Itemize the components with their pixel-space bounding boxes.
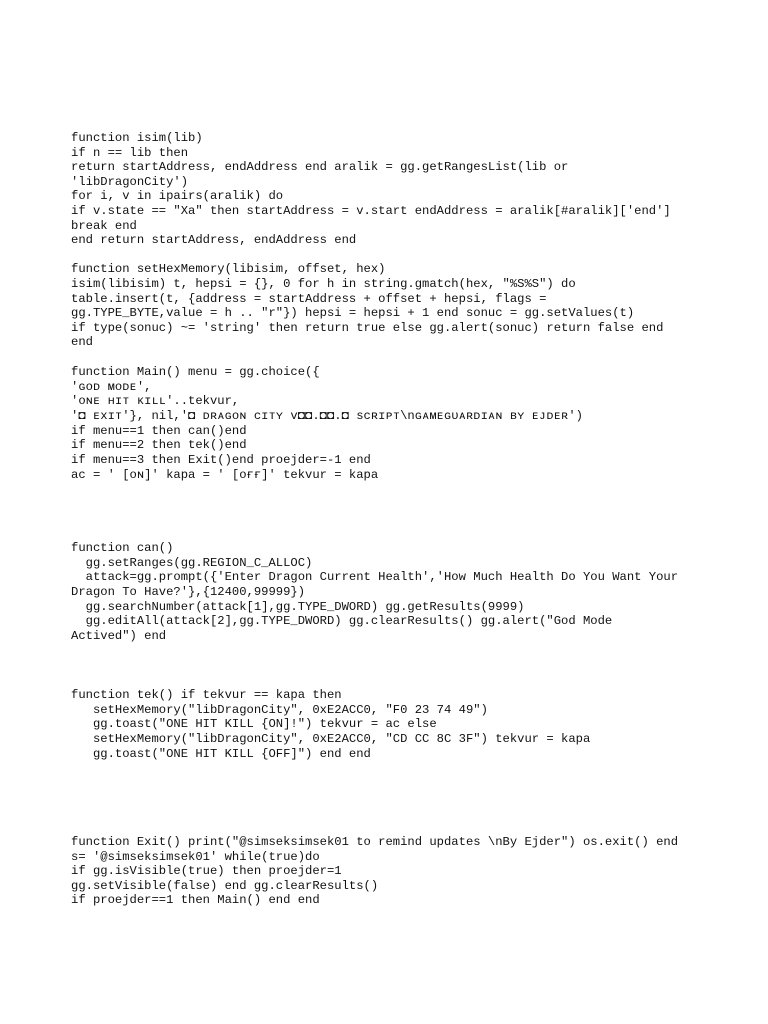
code-line: end: [71, 335, 93, 349]
code-line: gg.editAll(attack[2],gg.TYPE_DWORD) gg.clearResults() gg.alert("God Mode: [71, 614, 613, 628]
code-line: attack=gg.prompt({'Enter Dragon Current Health','How Much Health Do You Want Your: [71, 570, 679, 584]
code-line: return startAddress, endAddress end aralik = gg.getRangesList(lib or: [71, 160, 569, 174]
code-line: function isim(lib): [71, 131, 203, 145]
code-line: 'ᴏɴᴇ ʜɪᴛ ᴋɪʟʟ'..tekvur,: [71, 394, 240, 408]
code-line: '◘ ᴇxɪᴛ'}, nil,'◘ ᴅʀᴀɢᴏɴ ᴄɪᴛʏ ᴠ◘◘.◘◘.◘ sᴄʀɪᴘᴛ\nɢᴀᴍᴇɢᴜᴀʀᴅɪᴀɴ ʙʏ ᴇᴊᴅᴇʀ'): [71, 409, 583, 423]
code-line: function can(): [71, 541, 174, 555]
code-line: break end: [71, 219, 137, 233]
code-line: Dragon To Have?'},{12400,99999}): [71, 585, 306, 599]
code-line: gg.toast("ONE HIT KILL {ON]!") tekvur = ac else: [71, 717, 437, 731]
code-line: if n == lib then: [71, 146, 189, 160]
code-line: function setHexMemory(libisim, offset, hex): [71, 262, 386, 276]
code-line: gg.toast("ONE HIT KILL {OFF]") end end: [71, 747, 371, 761]
code-line: 'ɢᴏᴅ ᴍᴏᴅᴇ',: [71, 380, 152, 394]
code-line: table.insert(t, {address = startAddress + offset + hepsi, flags =: [71, 292, 547, 306]
code-line: if type(sonuc) ~= 'string' then return true else gg.alert(sonuc) return false end: [71, 321, 664, 335]
code-line: gg.setRanges(gg.REGION_C_ALLOC): [71, 556, 313, 570]
code-line: Actived") end: [71, 629, 167, 643]
code-line: if proejder==1 then Main() end end: [71, 893, 320, 907]
code-line: setHexMemory("libDragonCity", 0xE2ACC0, "CD CC 8C 3F") tekvur = kapa: [71, 732, 591, 746]
code-line: gg.setVisible(false) end gg.clearResults(): [71, 879, 379, 893]
code-line: 'libDragonCity'): [71, 175, 189, 189]
code-line: if menu==3 then Exit()end proejder=-1 end: [71, 453, 371, 467]
code-line: if gg.isVisible(true) then proejder=1: [71, 864, 342, 878]
code-line: gg.TYPE_BYTE,value = h .. "r"}) hepsi = hepsi + 1 end sonuc = gg.setValues(t): [71, 306, 635, 320]
code-line: s= '@simseksimsek01' while(true)do: [71, 850, 320, 864]
code-line: if v.state == "Xa" then startAddress = v.start endAddress = aralik[#aralik]['end']: [71, 204, 671, 218]
code-line: if menu==1 then can()end: [71, 424, 247, 438]
code-line: ac = ' [ᴏɴ]' kapa = ' [ᴏғғ]' tekvur = kapa: [71, 468, 379, 482]
code-line: function tek() if tekvur == kapa then: [71, 688, 342, 702]
code-line: gg.searchNumber(attack[1],gg.TYPE_DWORD) gg.getResults(9999): [71, 600, 525, 614]
code-line: isim(libisim) t, hepsi = {}, 0 for h in string.gmatch(hex, "%S%S") do: [71, 277, 576, 291]
code-line: end return startAddress, endAddress end: [71, 233, 357, 247]
code-line: setHexMemory("libDragonCity", 0xE2ACC0, "F0 23 74 49"): [71, 703, 488, 717]
code-line: function Exit() print("@simseksimsek01 to remind updates \nBy Ejder") os.exit() end: [71, 835, 679, 849]
code-line: for i, v in ipairs(aralik) do: [71, 189, 284, 203]
code-line: if menu==2 then tek()end: [71, 438, 247, 452]
code-line: function Main() menu = gg.choice({: [71, 365, 320, 379]
